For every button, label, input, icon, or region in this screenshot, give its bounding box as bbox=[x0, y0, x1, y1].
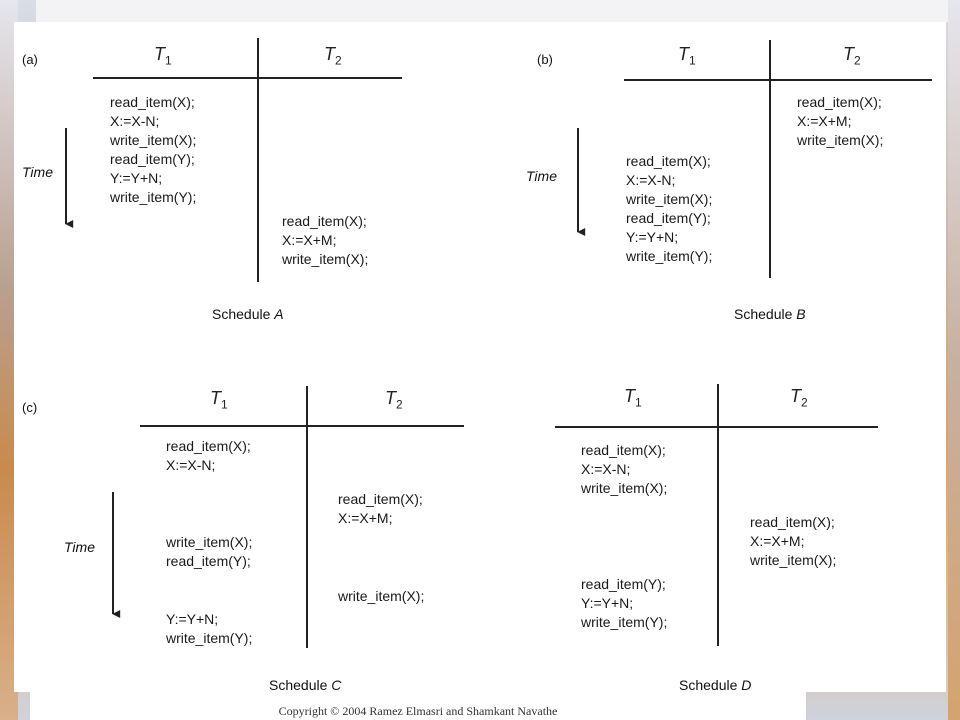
op-line: X:=X+M; bbox=[338, 510, 393, 526]
op-line: read_item(X); bbox=[750, 514, 835, 530]
op-line: write_item(X); bbox=[626, 191, 713, 207]
panel-c-header-t2: $T_2$ bbox=[385, 388, 403, 412]
panel-b-t2-ops bbox=[797, 93, 883, 150]
panel-b-header-t1: $T_1$ bbox=[678, 44, 696, 68]
op-line: read_item(X); bbox=[110, 94, 195, 110]
op-line: write_item(X); bbox=[581, 480, 668, 496]
panel-c-caption: Schedule C bbox=[269, 677, 342, 693]
panel-c-t1-ops-3 bbox=[166, 610, 252, 648]
copyright-text: Copyright © 2004 Ramez Elmasri and Shamkant Navathe bbox=[278, 704, 558, 718]
panel-a-caption: Schedule A bbox=[212, 306, 284, 322]
op-line: X:=X-N; bbox=[626, 172, 676, 188]
panel-d-t1-ops-2 bbox=[581, 575, 667, 632]
panel-d-t2-ops-1 bbox=[750, 513, 836, 570]
op-line: Y:=Y+N; bbox=[626, 229, 679, 245]
panel-c-t1-ops-2 bbox=[166, 533, 252, 571]
panel-a-letter: (a) bbox=[22, 52, 38, 67]
op-line: read_item(X); bbox=[626, 153, 711, 169]
op-line: read_item(X); bbox=[581, 442, 666, 458]
op-line: read_item(Y); bbox=[626, 210, 711, 226]
panel-d-header-t2: $T_2$ bbox=[790, 386, 808, 410]
op-line: X:=X-N; bbox=[581, 461, 631, 477]
panel-a-t1-ops bbox=[110, 93, 196, 207]
panel-a-t2-ops bbox=[282, 212, 368, 269]
op-line: read_item(X); bbox=[282, 213, 367, 229]
op-line: read_item(Y); bbox=[581, 576, 666, 592]
panel-c-time-label: Time bbox=[64, 539, 95, 555]
panel-a-header-t2: $T_2$ bbox=[324, 44, 342, 68]
op-line: X:=X+M; bbox=[750, 533, 805, 549]
op-line: Y:=Y+N; bbox=[581, 595, 634, 611]
op-line: write_item(Y); bbox=[166, 630, 253, 646]
panel-b-header-t2: $T_2$ bbox=[843, 44, 861, 68]
panel-d-header-t1: $T_1$ bbox=[624, 386, 642, 410]
op-line: write_item(X); bbox=[750, 552, 837, 568]
op-line: X:=X+M; bbox=[797, 113, 852, 129]
op-line: read_item(Y); bbox=[166, 553, 251, 569]
op-line: read_item(X); bbox=[797, 94, 882, 110]
op-line: X:=X+M; bbox=[282, 232, 337, 248]
op-line: Y:=Y+N; bbox=[166, 611, 219, 627]
op-line: write_item(Y); bbox=[581, 614, 668, 630]
panel-b-t1-ops bbox=[626, 152, 712, 266]
panel-b-letter: (b) bbox=[537, 52, 553, 67]
op-line: write_item(X); bbox=[110, 132, 197, 148]
op-line: Y:=Y+N; bbox=[110, 170, 163, 186]
panel-b-time-label: Time bbox=[526, 168, 557, 184]
panel-c-header-t1: $T_1$ bbox=[210, 388, 228, 412]
panel-c-t2-ops-2 bbox=[338, 587, 424, 606]
op-line: write_item(X); bbox=[166, 534, 253, 550]
panel-c-t1-ops-1 bbox=[166, 437, 251, 475]
op-line: X:=X-N; bbox=[166, 457, 216, 473]
panel-d-caption: Schedule D bbox=[679, 677, 752, 693]
panel-c-t2-ops-1 bbox=[338, 490, 423, 528]
op-line: write_item(X); bbox=[338, 588, 425, 604]
op-line: read_item(X); bbox=[338, 491, 423, 507]
op-line: read_item(X); bbox=[166, 438, 251, 454]
op-line: write_item(X); bbox=[797, 132, 884, 148]
panel-c-letter: (c) bbox=[22, 400, 38, 415]
panel-b-caption: Schedule B bbox=[734, 306, 806, 322]
op-line: write_item(Y); bbox=[110, 189, 197, 205]
panel-d-t1-ops-1 bbox=[581, 441, 667, 498]
op-line: write_item(X); bbox=[282, 251, 369, 267]
op-line: read_item(Y); bbox=[110, 151, 195, 167]
op-line: X:=X-N; bbox=[110, 113, 160, 129]
panel-a-time-label: Time bbox=[22, 164, 53, 180]
panel-a-header-t1: $T_1$ bbox=[154, 44, 172, 68]
op-line: write_item(Y); bbox=[626, 248, 713, 264]
